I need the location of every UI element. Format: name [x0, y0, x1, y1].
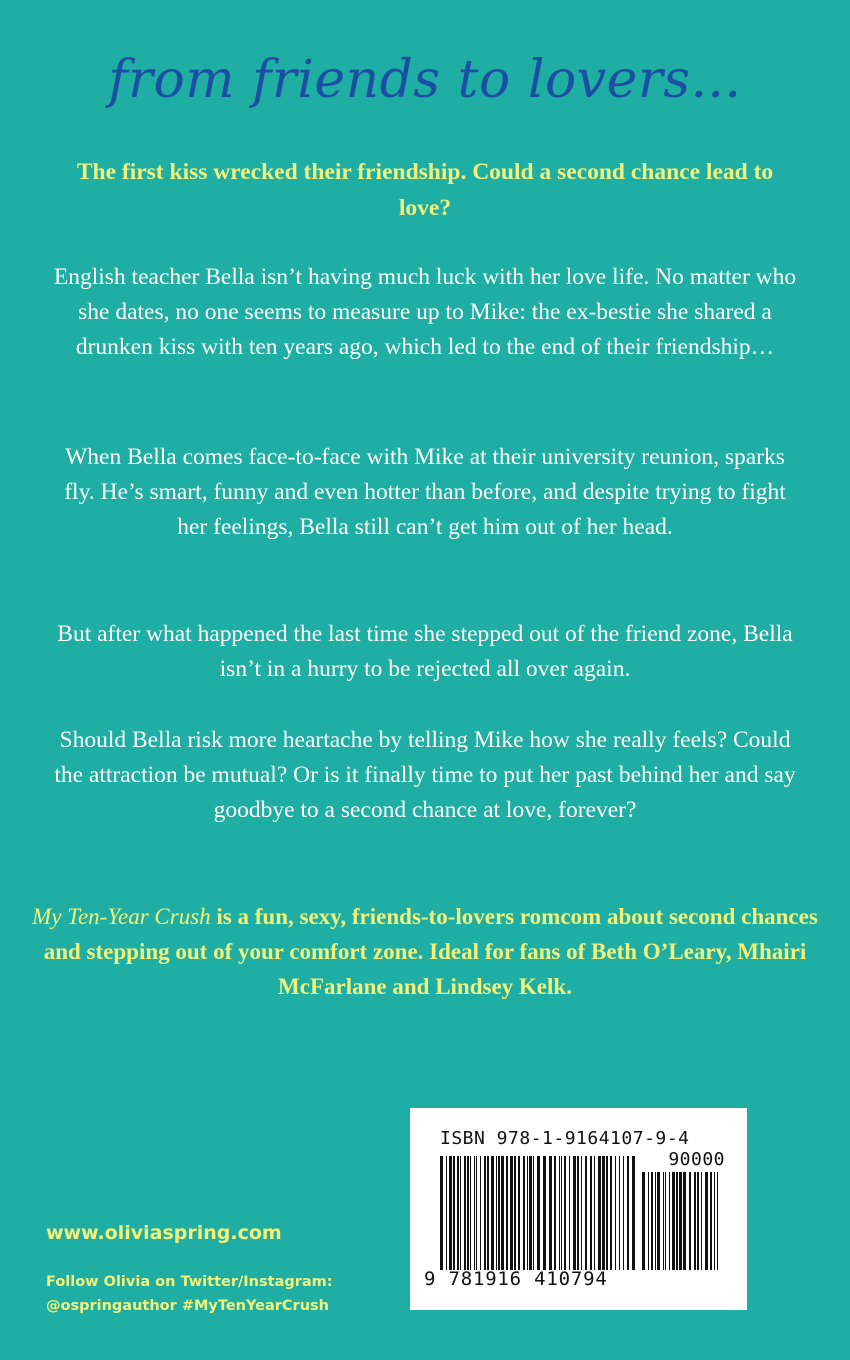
barcode-bar [453, 1156, 455, 1270]
social-line-2: @ospringauthor #MyTenYearCrush [46, 1298, 329, 1314]
barcode-bar [464, 1156, 466, 1270]
barcode-bar [651, 1172, 653, 1270]
barcode-bar [470, 1156, 471, 1270]
barcode-bar [679, 1172, 682, 1270]
barcode-bar [710, 1172, 712, 1270]
barcode-bar [665, 1172, 666, 1270]
ean-digits: 9 781916 410794 [424, 1268, 608, 1290]
barcode-bar [577, 1156, 579, 1270]
barcode-bar [518, 1156, 520, 1270]
barcode-bar [642, 1172, 645, 1270]
barcode-bar [701, 1172, 702, 1270]
barcode-bar [446, 1156, 447, 1270]
hook-headline: The first kiss wrecked their friendship. Could a second chance lead to love? [76, 159, 774, 221]
blurb-paragraph-2: When Bella comes face-to-face with Mike at their university reunion, sparks fly. He’s smart, funny and even hotter than before, and despite trying to fight her feelings, Bella still can’t get him out of her head. [64, 444, 786, 540]
barcode-bar [672, 1172, 675, 1270]
barcode-bar [590, 1156, 592, 1270]
barcode-bar [523, 1156, 525, 1270]
barcode-bar [627, 1156, 629, 1270]
barcode-bar [663, 1172, 664, 1270]
barcode-bar [527, 1156, 528, 1270]
isbn-label: ISBN 978-1-9164107-9-4 [440, 1128, 690, 1149]
blurb-paragraph-3: But after what happened the last time she stepped out of the friend zone, Bella isn’t in a hurry to be rejected all over again. [57, 621, 793, 682]
barcode-box [410, 1108, 747, 1310]
barcode-bar [602, 1156, 605, 1270]
barcode-bar [537, 1156, 540, 1270]
barcode-bar [549, 1156, 552, 1270]
barcode-bar [529, 1156, 532, 1270]
pitch-text: is a fun, sexy, friends-to-lovers romcom about second chances and stepping out of your comfort zone. Ideal for fans of Beth O’Leary, Mhairi McFarlane and Lindsey Kelk. [43, 904, 818, 999]
barcode-bar [480, 1156, 481, 1270]
barcode-bar [676, 1172, 678, 1270]
barcode-bar [573, 1156, 576, 1270]
barcode-bar [561, 1156, 562, 1270]
barcode-bar [714, 1172, 715, 1270]
barcode-bar [669, 1172, 670, 1270]
barcode-bar [697, 1172, 699, 1270]
barcode-bar [717, 1172, 718, 1270]
barcode-bar [554, 1156, 556, 1270]
barcode-bar [632, 1156, 635, 1270]
barcode-bar [655, 1172, 656, 1270]
barcode-bar [449, 1156, 452, 1270]
author-website[interactable]: www.oliviaspring.com [46, 1222, 282, 1244]
addon-barcode [642, 1172, 720, 1270]
barcode-bar [440, 1156, 443, 1270]
barcode-bar [506, 1156, 508, 1270]
barcode-bar [585, 1156, 587, 1270]
social-block [46, 1270, 333, 1318]
barcode-bar [559, 1156, 560, 1270]
barcode-bar [474, 1156, 475, 1270]
barcode-bar [615, 1156, 616, 1270]
barcode-bar [510, 1156, 513, 1270]
barcode-bar [689, 1172, 691, 1270]
barcode-bar [498, 1156, 500, 1270]
barcode-bar [533, 1156, 534, 1270]
barcode-bar [501, 1156, 504, 1270]
barcode-bar [594, 1156, 595, 1270]
barcode-bar [484, 1156, 486, 1270]
social-line-1: Follow Olivia on Twitter/Instagram: [46, 1274, 333, 1290]
barcode-bar [564, 1156, 566, 1270]
barcode-bar [491, 1156, 494, 1270]
barcode-bar [581, 1156, 582, 1270]
barcode-bar [543, 1156, 546, 1270]
tagline: from friends to lovers... [108, 50, 742, 110]
barcode-bar [457, 1156, 459, 1270]
barcode-bar [619, 1156, 620, 1270]
book-title: My Ten-Year Crush [32, 904, 211, 929]
barcode-bar [487, 1156, 489, 1270]
barcode-bar [610, 1156, 612, 1270]
barcode-bar [476, 1156, 477, 1270]
blurb-paragraph-4: Should Bella risk more heartache by telling Mike how she really feels? Could the attraction be mutual? Or is it finally time to put her past behind her and say goodbye to a second chance at love, forever? [54, 727, 796, 823]
blurb-paragraph-1: English teacher Bella isn’t having much luck with her love life. No matter who she dates, no one seems to measure up to Mike: the ex-bestie she shared a drunken kiss with ten years ago, which led to the end of their friendship… [53, 264, 797, 360]
barcode-bar [569, 1156, 570, 1270]
barcode-bar [657, 1172, 660, 1270]
barcode-bar [467, 1156, 469, 1270]
pitch-paragraph [30, 899, 820, 1004]
barcode-bar [705, 1172, 708, 1270]
ean-barcode [440, 1156, 636, 1270]
price-code: 90000 [668, 1149, 725, 1170]
barcode-bar [598, 1156, 601, 1270]
barcode-bar [648, 1172, 649, 1270]
barcode-bar [694, 1172, 696, 1270]
barcode-bar [606, 1156, 608, 1270]
barcode-bar [496, 1156, 497, 1270]
barcode-bar [683, 1172, 686, 1270]
barcode-bar [460, 1156, 461, 1270]
barcode-bar [623, 1156, 624, 1270]
barcode-bar [514, 1156, 516, 1270]
